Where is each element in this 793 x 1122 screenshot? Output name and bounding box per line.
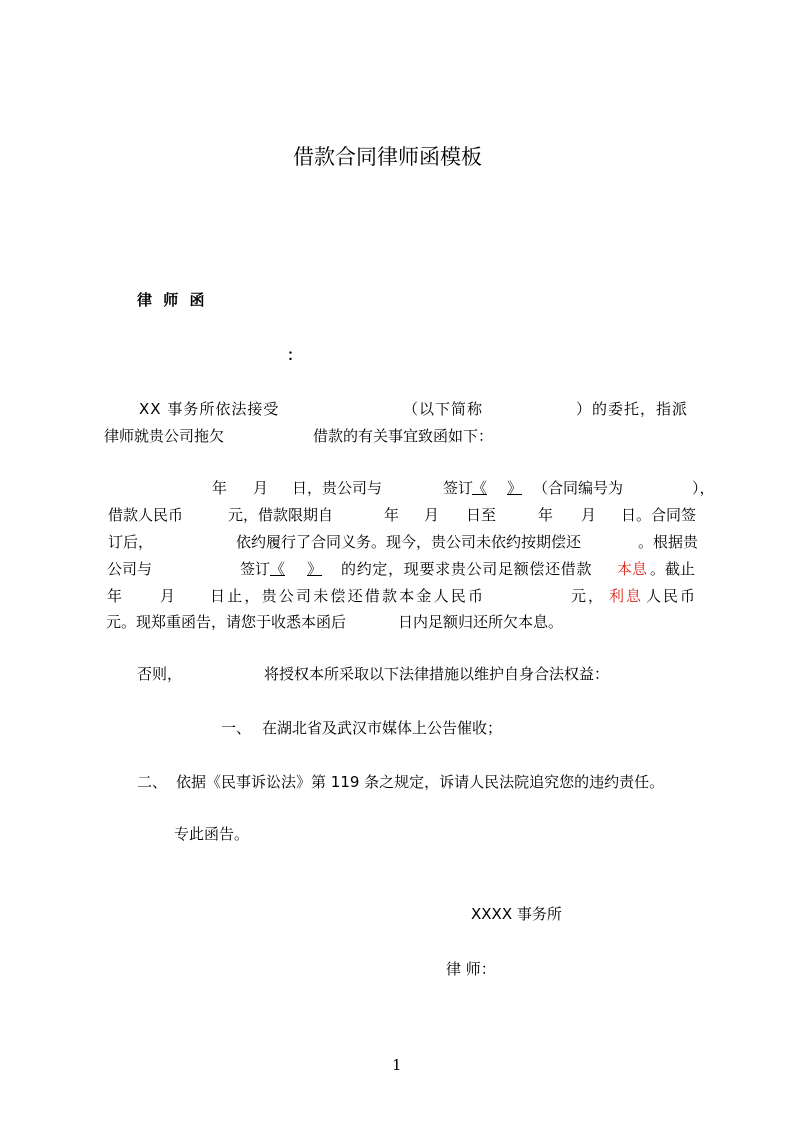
facts-l2-day-to: 日至 <box>466 506 497 524</box>
facts-l2-year1: 年 <box>384 506 400 524</box>
facts-l3-c: 。根据贵 <box>638 533 699 551</box>
intro-text-e: 借款的有关事宜致函如下： <box>313 427 494 445</box>
facts-l3-a: 订后， <box>108 533 154 551</box>
intro-text-a: XX 事务所依法接受 <box>139 400 280 418</box>
facts-l2-a: 借款人民币 <box>108 506 184 524</box>
facts-l4-a: 公司与 <box>107 560 153 578</box>
facts-l4-contract-title-blank <box>270 560 330 578</box>
facts-l1-year: 年 <box>212 479 228 497</box>
closing-remark: 专此函告。 <box>174 825 250 843</box>
facts-l2-month2: 月 <box>581 506 597 524</box>
otherwise-a: 否则， <box>137 665 183 683</box>
facts-l1-contract-no: （合同编号为 <box>533 479 624 497</box>
facts-l4-bq-close: 》 <box>307 560 323 578</box>
facts-l6-b: 日内足额归还所欠本息。 <box>398 613 564 631</box>
intro-text-b: （以下简称 <box>403 400 484 418</box>
addressee-colon: ： <box>287 346 303 364</box>
measure-item-2-text: 依据《民事诉讼法》第 119 条之规定，诉请人民法院追究您的违约责任。 <box>176 773 665 791</box>
document-title: 借款合同律师函模板 <box>293 145 482 169</box>
facts-l1-sign: 签订 <box>443 479 474 497</box>
facts-l5-b: 元， <box>571 587 606 605</box>
measure-item-2-number: 二、 <box>137 773 168 791</box>
measure-item-1-number: 一、 <box>221 719 252 737</box>
facts-l5-c: 人民币 <box>646 587 698 605</box>
facts-l1-day-with: 日，贵公司与 <box>292 479 383 497</box>
intro-text-d: 律师就贵公司拖欠 <box>104 427 225 445</box>
facts-l2-month1: 月 <box>424 506 440 524</box>
lawyer-signature: 律 师： <box>446 960 496 978</box>
measure-item-1-text: 在湖北省及武汉市媒体上公告催收； <box>262 719 503 737</box>
facts-l1-contract-title-blank <box>472 479 530 497</box>
letter-heading: 律 师 函 <box>137 291 205 309</box>
facts-l4-c: 。截止 <box>650 560 696 578</box>
intro-text-c: ）的委托，指派 <box>576 400 689 418</box>
facts-l1-month: 月 <box>253 479 269 497</box>
facts-l1-bq-open: 《 <box>472 479 488 497</box>
facts-l1-end: ）， <box>692 479 715 497</box>
facts-l4-bq-open: 《 <box>270 560 286 578</box>
firm-signature: XXXX 事务所 <box>471 905 562 923</box>
facts-l5-a: 日止，贵公司未偿还借款本金人民币 <box>210 587 486 605</box>
facts-l5-red-interest: 利息 <box>609 587 644 605</box>
facts-l2-year2: 年 <box>538 506 554 524</box>
facts-l5-year: 年 <box>107 587 123 605</box>
facts-l4-b: 的约定，现要求贵公司足额偿还借款 <box>341 560 593 578</box>
facts-l5-month: 月 <box>160 587 176 605</box>
page-number: 1 <box>392 1056 402 1074</box>
facts-l2-b: 元，借款限期自 <box>228 506 334 524</box>
facts-l3-b: 依约履行了合同义务。现今，贵公司未依约按期偿还 <box>236 533 582 551</box>
facts-l4-red-principal-interest: 本息 <box>617 560 648 578</box>
facts-l1-bq-close: 》 <box>507 479 523 497</box>
facts-l6-a: 元。现郑重函告，请您于收悉本函后 <box>106 613 347 631</box>
facts-l4-sign: 签订 <box>240 560 271 578</box>
otherwise-b: 将授权本所采取以下法律措施以维护自身合法权益： <box>264 665 610 683</box>
facts-l2-end: 日。合同签 <box>621 506 697 524</box>
